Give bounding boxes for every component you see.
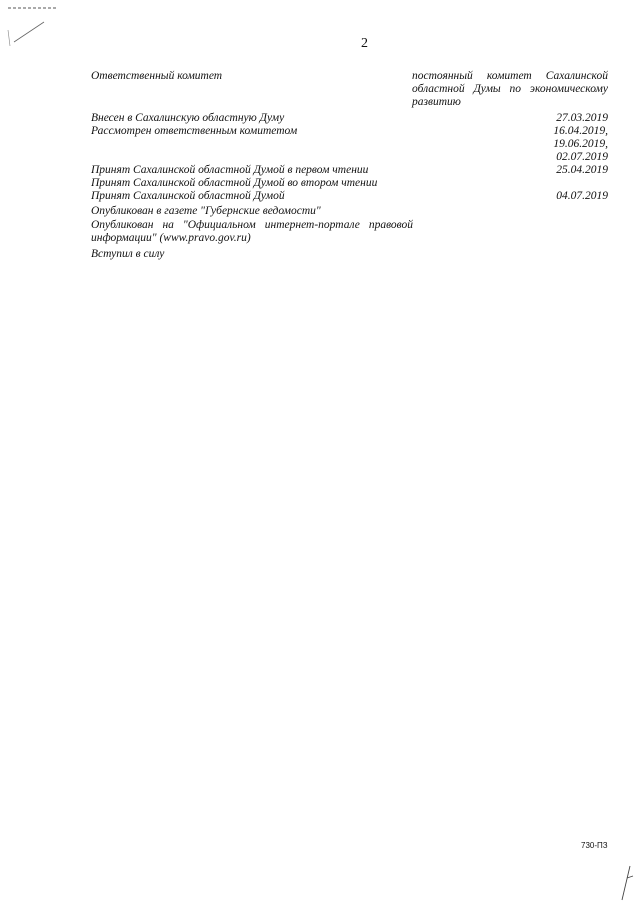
- document-code: 730-ПЗ: [581, 841, 608, 850]
- considered-date: 16.04.2019,: [553, 125, 608, 137]
- row-considered: [91, 125, 608, 164]
- submitted-date: 27.03.2019: [556, 112, 608, 124]
- in-force-label: Вступил в силу: [91, 248, 165, 260]
- considered-dates: [553, 125, 608, 164]
- considered-label: Рассмотрен ответственным комитетом: [91, 125, 298, 137]
- responsible-committee-value: постоянный комитет Сахалинской областной Думы по экономическому развитию: [412, 70, 608, 108]
- row-published-gazette: [91, 205, 608, 218]
- page-number: 2: [361, 36, 368, 51]
- considered-date: 02.07.2019: [556, 151, 608, 163]
- row-published-portal: [91, 219, 608, 245]
- published-portal-label: Опубликован на "Официальном интернет-портале правовой информации" (www.pravo.gov.ru): [91, 219, 413, 244]
- row-in-force: [91, 248, 608, 261]
- considered-date: 19.06.2019,: [553, 138, 608, 150]
- submitted-label: Внесен в Сахалинскую областную Думу: [91, 112, 285, 124]
- adopted-date: 04.07.2019: [556, 190, 608, 202]
- row-responsible-committee: [91, 70, 608, 110]
- row-adopted: [91, 190, 608, 203]
- first-reading-label: Принят Сахалинской областной Думой в первом чтении: [91, 164, 369, 176]
- row-submitted: [91, 112, 608, 125]
- published-gazette-label: Опубликован в газете "Губернские ведомости": [91, 205, 321, 217]
- first-reading-date: 25.04.2019: [556, 164, 608, 176]
- adopted-label: Принят Сахалинской областной Думой: [91, 190, 285, 202]
- second-reading-label: Принят Сахалинской областной Думой во втором чтении: [91, 177, 378, 189]
- row-first-reading: [91, 164, 608, 177]
- responsible-committee-label: Ответственный комитет: [91, 70, 223, 82]
- row-second-reading: [91, 177, 608, 190]
